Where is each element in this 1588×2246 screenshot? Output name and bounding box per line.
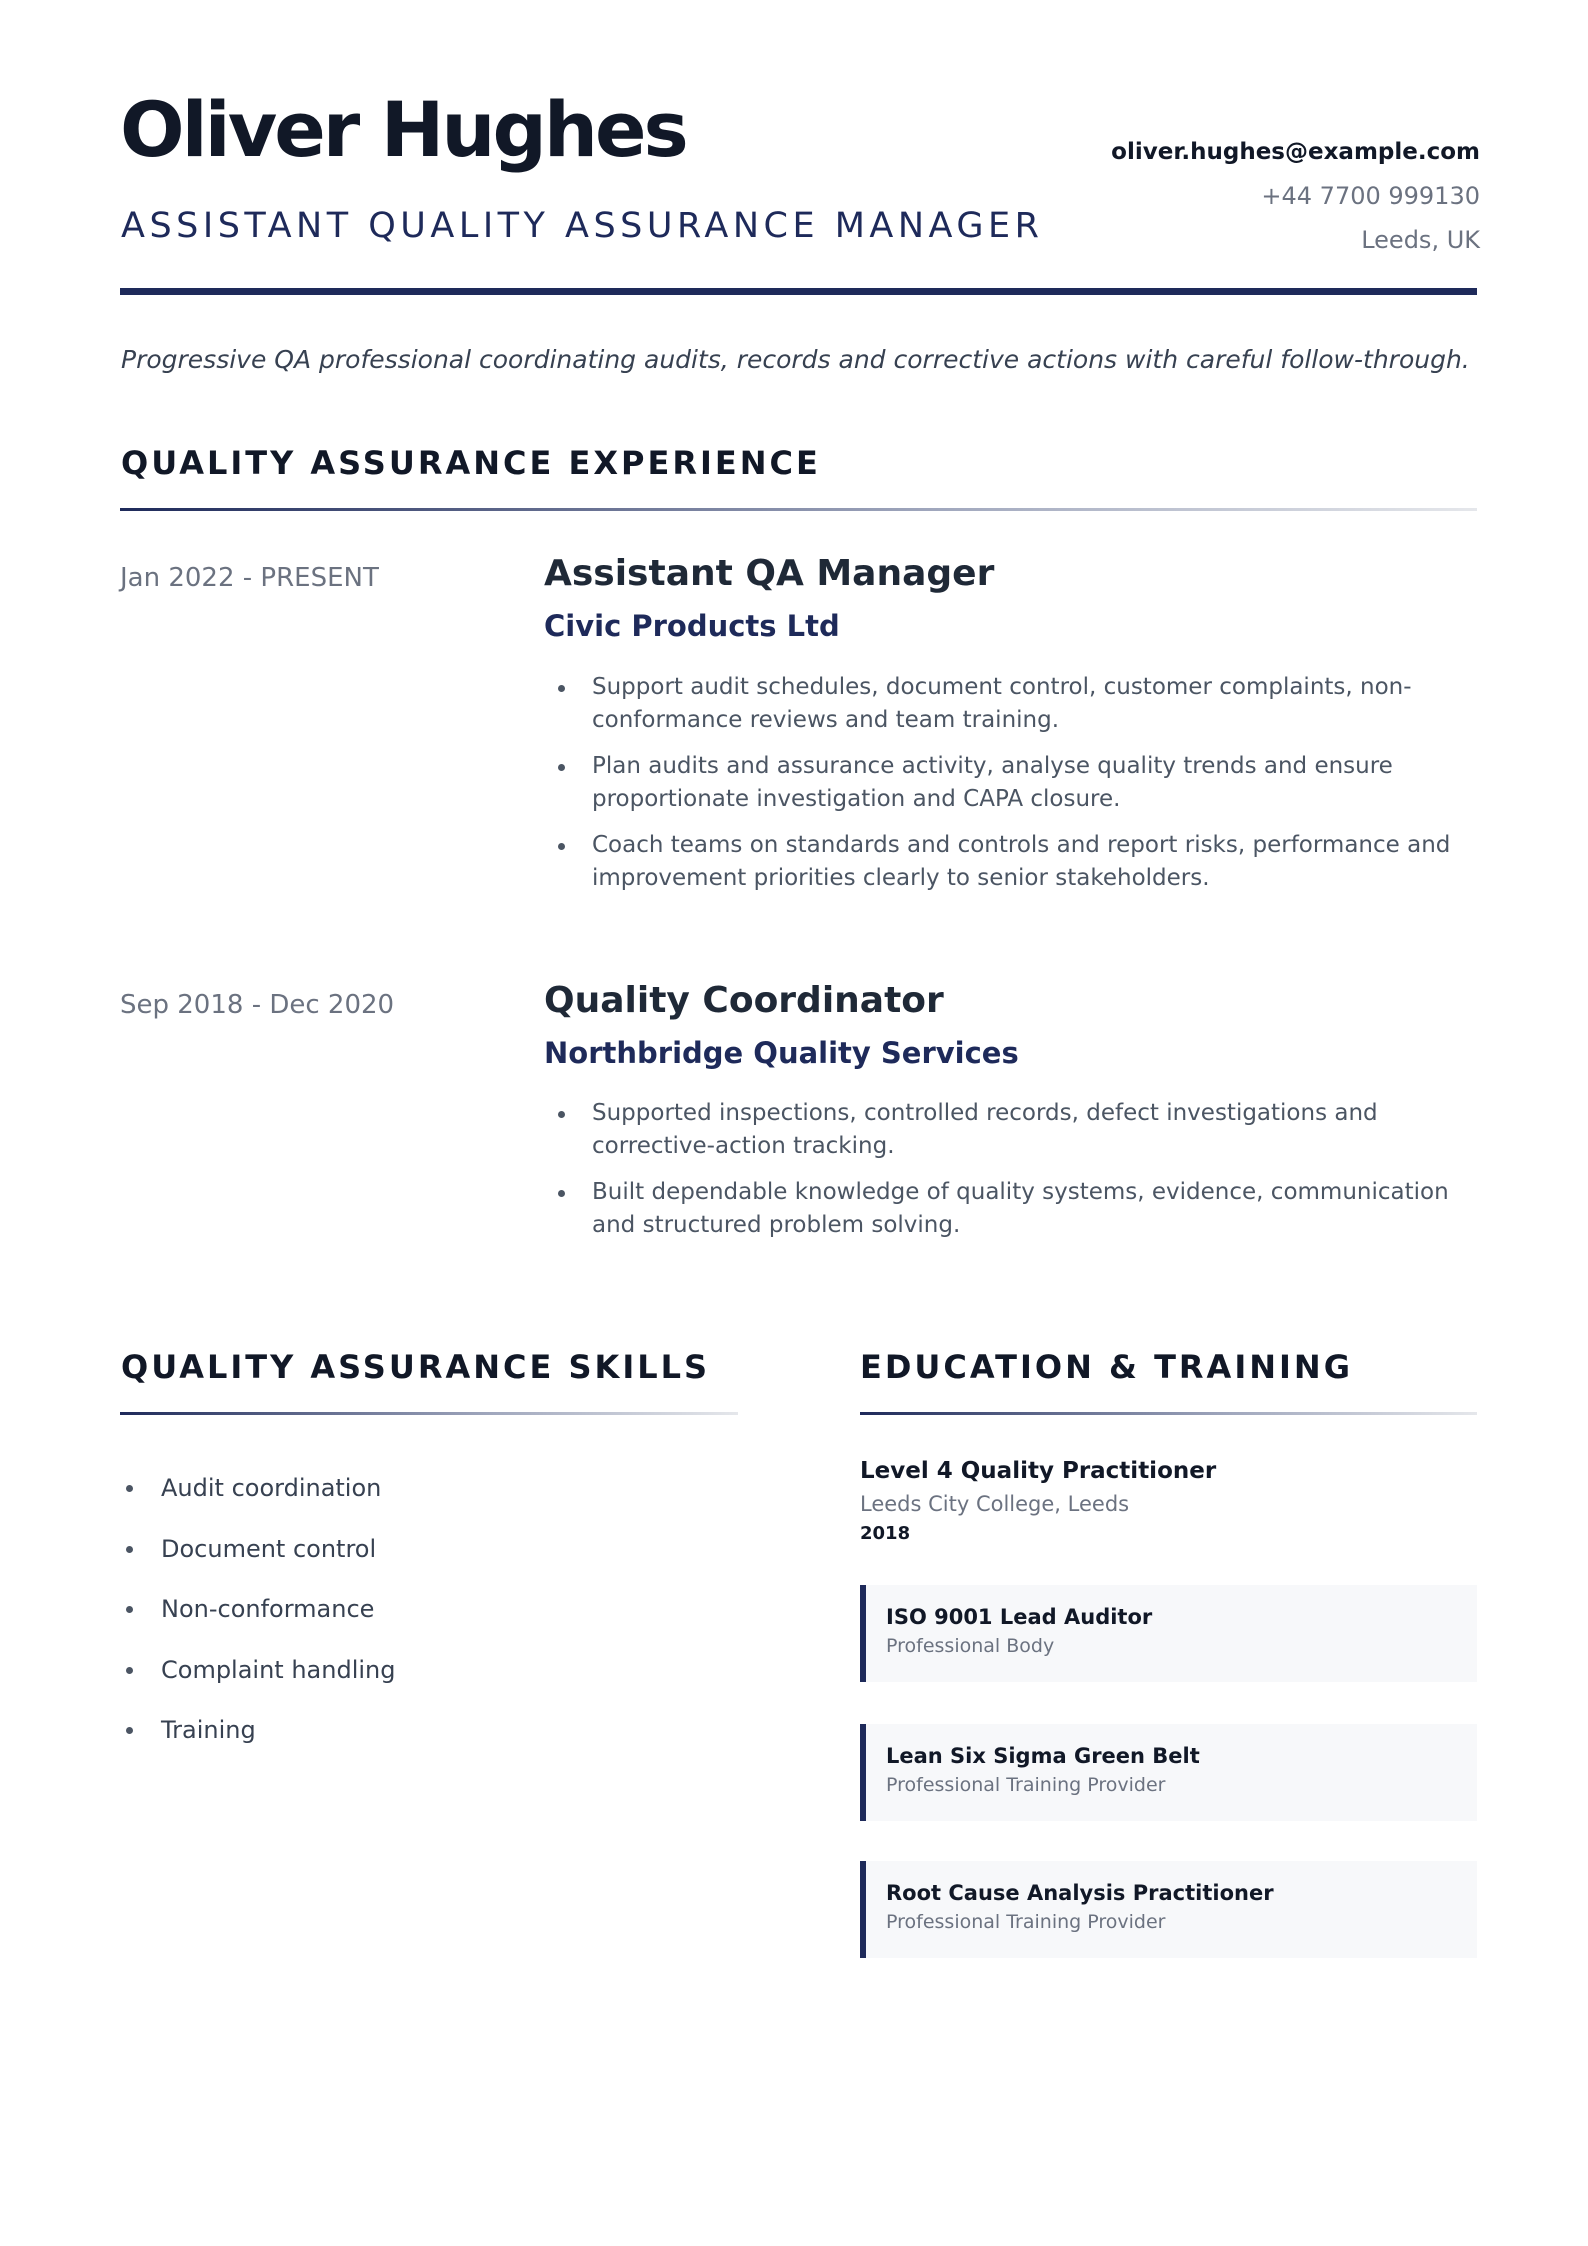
skill-label: Audit coordination [161, 1474, 382, 1502]
job-dates: Jan 2022 - PRESENT [120, 563, 379, 593]
job-title: Assistant QA Manager [544, 553, 995, 594]
job-bullet-list [544, 1097, 1484, 1255]
certification-title: Root Cause Analysis Practitioner [886, 1881, 1274, 1905]
certification-title: Lean Six Sigma Green Belt [886, 1744, 1200, 1768]
skill-item [120, 1458, 396, 1519]
job-title: Quality Coordinator [544, 980, 944, 1021]
skill-item [120, 1579, 396, 1640]
bullet-dot-icon [126, 1727, 133, 1734]
degree-title: Level 4 Quality Practitioner [860, 1458, 1217, 1484]
certification-card [860, 1861, 1477, 1958]
contact-block [1111, 130, 1480, 262]
bullet-dot-icon [126, 1485, 133, 1492]
bullet-dot-icon [126, 1667, 133, 1674]
certification-provider: Professional Training Provider [886, 1774, 1166, 1796]
education-entry [860, 1454, 1216, 1548]
degree-year: 2018 [860, 1523, 911, 1544]
experience-heading: QUALITY ASSURANCE EXPERIENCE [121, 444, 821, 482]
job-bullet-text: Built dependable knowledge of quality systems, evidence, communication and structured problem solving. [592, 1179, 1449, 1238]
skill-item [120, 1519, 396, 1580]
experience-divider [120, 508, 1477, 511]
job-bullet-text: Plan audits and assurance activity, analyse quality trends and ensure proportionate investigation and CAPA closure. [592, 753, 1393, 812]
bullet-dot-icon [558, 1190, 565, 1197]
bullet-dot-icon [558, 1111, 565, 1118]
education-divider [860, 1412, 1477, 1415]
education-heading: EDUCATION & TRAINING [860, 1348, 1353, 1386]
skill-label: Non-conformance [161, 1595, 375, 1623]
bullet-dot-icon [126, 1546, 133, 1553]
contact-email[interactable]: oliver.hughes@example.com [1111, 139, 1480, 165]
job-company: Northbridge Quality Services [544, 1036, 1019, 1070]
skill-item [120, 1640, 396, 1701]
job-bullet [544, 750, 1484, 816]
job-bullet-text: Coach teams on standards and controls and report risks, performance and improvement priorities clearly to senior stakeholders. [592, 832, 1451, 891]
certification-card [860, 1585, 1477, 1682]
candidate-name: Oliver Hughes [120, 85, 686, 174]
certification-provider: Professional Body [886, 1635, 1055, 1657]
contact-location: Leeds, UK [1361, 226, 1480, 254]
skills-heading: QUALITY ASSURANCE SKILLS [121, 1348, 711, 1386]
skills-divider [120, 1412, 738, 1415]
certification-title: ISO 9001 Lead Auditor [886, 1605, 1153, 1629]
degree-institution: Leeds City College, Leeds [860, 1492, 1130, 1516]
job-bullet [544, 829, 1484, 895]
bullet-dot-icon [558, 843, 565, 850]
profile-summary: Progressive QA professional coordinating audits, records and corrective actions with careful follow-through. [121, 345, 1470, 374]
skill-label: Training [161, 1716, 256, 1744]
header-divider [120, 288, 1477, 295]
skills-list [120, 1458, 396, 1761]
job-bullet [544, 1097, 1484, 1163]
job-bullet [544, 671, 1484, 737]
job-dates: Sep 2018 - Dec 2020 [120, 990, 395, 1020]
job-bullet-text: Support audit schedules, document control, customer complaints, non-conformance reviews and team training. [592, 674, 1412, 733]
job-bullet-text: Supported inspections, controlled records, defect investigations and corrective-action tracking. [592, 1100, 1378, 1159]
bullet-dot-icon [558, 764, 565, 771]
skill-item [120, 1700, 396, 1761]
certification-card [860, 1724, 1477, 1821]
job-bullet [544, 1176, 1484, 1242]
job-company: Civic Products Ltd [544, 609, 840, 643]
candidate-role: ASSISTANT QUALITY ASSURANCE MANAGER [121, 206, 1044, 246]
skill-label: Document control [161, 1534, 377, 1563]
contact-phone: +44 7700 999130 [1261, 182, 1480, 210]
bullet-dot-icon [558, 685, 565, 692]
certification-provider: Professional Training Provider [886, 1911, 1166, 1933]
bullet-dot-icon [126, 1606, 133, 1613]
skill-label: Complaint handling [161, 1655, 396, 1684]
job-bullet-list [544, 671, 1484, 908]
